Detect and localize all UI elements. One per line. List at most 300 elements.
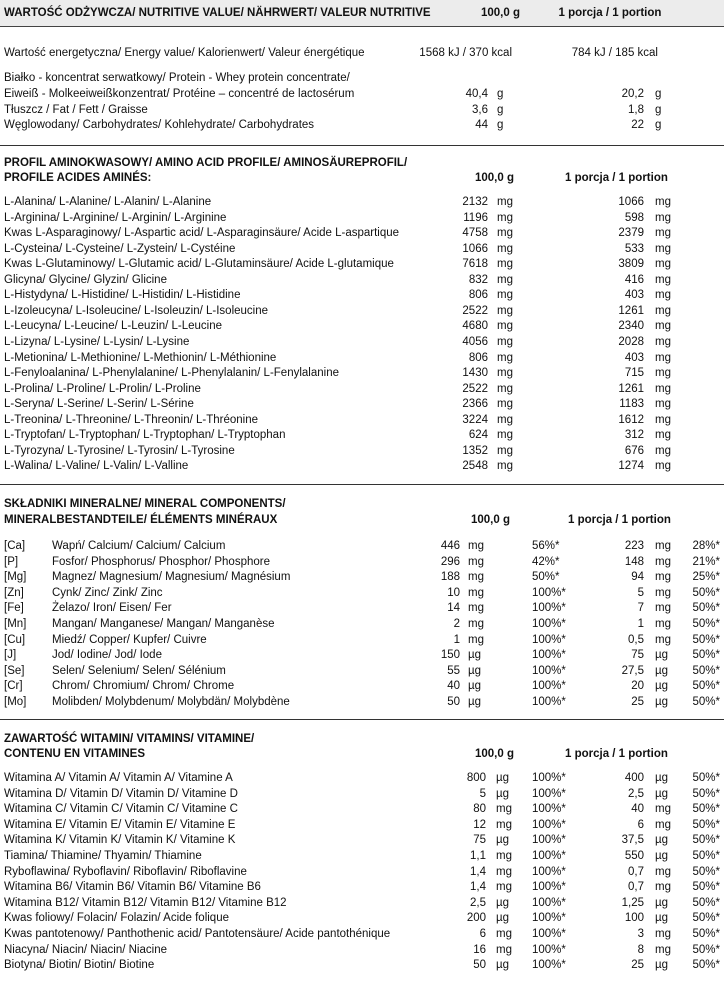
- nutrient-unit-portion: g: [655, 103, 662, 116]
- vitamin-unit-100g: µg: [496, 787, 510, 800]
- mineral-value-portion: 1: [637, 618, 644, 630]
- amino-unit-100g: mg: [497, 273, 513, 286]
- vitamin-row: [0, 895, 724, 911]
- amino-unit-portion: mg: [655, 429, 671, 442]
- vitamin-unit-100g: µg: [496, 834, 510, 847]
- mineral-percent-portion: 50%*: [692, 633, 720, 646]
- vitamin-value-portion: 400: [624, 772, 644, 784]
- vitamin-value-portion: 2,5: [628, 787, 644, 800]
- vitamin-percent-100g: 100%*: [532, 896, 566, 909]
- amino-unit-100g: mg: [497, 351, 513, 364]
- vitamin-percent-100g: 100%*: [532, 881, 566, 894]
- vitamin-value-portion: 0,7: [628, 881, 644, 894]
- amino-value-portion: 2340: [618, 320, 644, 333]
- vitamin-unit-portion: mg: [655, 943, 671, 956]
- mineral-value-portion: 20: [631, 680, 644, 693]
- minerals-header-line2-text: MINERALBESTANDTEILE/ ÉLÉMENTS MINÉRAUX: [4, 514, 278, 526]
- amino-unit-100g: mg: [497, 211, 513, 224]
- mineral-label: Molibden/ Molybdenum/ Molybdän/ Molybdène: [52, 696, 290, 708]
- vitamin-label: Kwas foliowy/ Folacin/ Folazin/ Acide folique: [4, 912, 229, 925]
- vitamin-value-portion: 40: [631, 803, 644, 816]
- mineral-unit-portion: mg: [655, 633, 671, 646]
- amino-unit-portion: mg: [655, 196, 671, 208]
- amino-value-100g: 2132: [462, 196, 488, 208]
- amino-value-portion: 1183: [619, 398, 644, 411]
- mineral-unit-100g: µg: [468, 696, 482, 708]
- amino-unit-100g: mg: [497, 320, 513, 333]
- section-divider: [0, 145, 724, 146]
- vitamin-value-portion: 8: [637, 943, 644, 956]
- amino-row: [0, 318, 724, 334]
- vitamin-unit-100g: mg: [496, 943, 512, 956]
- nutrition-header-100g: 100,0 g: [481, 7, 520, 19]
- mineral-percent-100g: 42%*: [532, 555, 560, 568]
- amino-label: L-Alanina/ L-Alanine/ L-Alanin/ L-Alanine: [4, 196, 212, 208]
- vitamin-row: [0, 957, 724, 973]
- mineral-percent-portion: 50%*: [692, 586, 720, 599]
- amino-row: [0, 365, 724, 381]
- amino-value-portion: 403: [624, 289, 644, 302]
- vitamin-row: [0, 926, 724, 942]
- energy-value-portion: 784 kJ / 185 kcal: [571, 47, 658, 59]
- mineral-percent-portion: 50%*: [692, 602, 720, 615]
- amino-unit-portion: mg: [655, 382, 671, 395]
- mineral-symbol: [P]: [4, 555, 19, 568]
- nutrient-row: [0, 117, 724, 133]
- vitamin-percent-portion: 50%*: [692, 834, 720, 847]
- amino-row: [0, 334, 724, 350]
- vitamin-unit-100g: mg: [496, 928, 512, 940]
- amino-unit-portion: mg: [655, 211, 671, 224]
- vitamin-unit-portion: µg: [655, 850, 669, 862]
- vitamin-unit-100g: mg: [496, 850, 512, 862]
- vitamin-unit-100g: mg: [496, 881, 512, 894]
- amino-label: L-Lizyna/ L-Lysine/ L-Lysin/ L-Lysine: [4, 335, 190, 348]
- vitamin-label: Tiamina/ Thiamine/ Thyamin/ Thiamine: [4, 850, 202, 862]
- amino-value-portion: 2028: [618, 335, 644, 348]
- mineral-row: [0, 538, 724, 554]
- mineral-row: [0, 554, 724, 570]
- vitamin-percent-100g: 100%*: [532, 818, 566, 831]
- mineral-row: [0, 569, 724, 585]
- mineral-unit-100g: mg: [468, 618, 484, 630]
- vitamin-percent-portion: 50%*: [692, 881, 720, 894]
- mineral-value-100g: 50: [447, 696, 460, 708]
- amino-value-100g: 4758: [462, 227, 488, 240]
- amino-header-portion: 1 porcja / 1 portion: [565, 172, 668, 184]
- amino-unit-100g: mg: [497, 460, 513, 473]
- amino-value-100g: 4680: [462, 320, 488, 333]
- section-divider: [0, 484, 724, 485]
- nutrient-value-portion: 20,2: [621, 88, 644, 100]
- vitamin-label: Witamina B12/ Vitamin B12/ Vitamin B12/ Vitamine B12: [4, 896, 287, 909]
- vitamin-value-portion: 6: [637, 818, 644, 831]
- mineral-value-portion: 0,5: [628, 633, 644, 646]
- amino-unit-100g: mg: [497, 429, 513, 442]
- nutrient-value-100g: 44: [475, 119, 488, 131]
- mineral-symbol: [Se]: [4, 664, 25, 677]
- nutrient-unit-portion: g: [655, 119, 662, 131]
- mineral-unit-100g: mg: [468, 602, 484, 615]
- amino-unit-portion: mg: [655, 335, 671, 348]
- mineral-value-100g: 10: [447, 586, 460, 599]
- amino-unit-100g: mg: [497, 196, 513, 208]
- mineral-label: Chrom/ Chromium/ Chrom/ Chrome: [52, 680, 235, 693]
- amino-header-100g: 100,0 g: [475, 172, 514, 184]
- mineral-value-portion: 25: [631, 696, 644, 708]
- amino-value-portion: 676: [624, 444, 644, 457]
- vitamin-value-100g: 1,4: [470, 881, 486, 894]
- amino-value-portion: 1261: [618, 382, 644, 395]
- amino-label: L-Arginina/ L-Arginine/ L-Arginin/ L-Arginine: [4, 211, 227, 224]
- mineral-value-100g: 188: [440, 571, 460, 584]
- vitamin-value-portion: 37,5: [621, 834, 644, 847]
- mineral-unit-portion: µg: [655, 680, 669, 693]
- mineral-value-portion: 223: [624, 540, 644, 552]
- amino-row: [0, 350, 724, 366]
- amino-value-100g: 624: [468, 429, 488, 442]
- amino-header-line1-text: PROFIL AMINOKWASOWY/ AMINO ACID PROFILE/ AMINOSÄUREPROFIL/: [4, 157, 408, 169]
- mineral-unit-100g: mg: [468, 633, 484, 646]
- vitamin-row: [0, 786, 724, 802]
- mineral-value-portion: 27,5: [621, 664, 644, 677]
- vitamin-percent-100g: 100%*: [532, 865, 566, 878]
- vitamins-header-100g: 100,0 g: [475, 748, 514, 760]
- mineral-unit-portion: µg: [655, 664, 669, 677]
- vitamins-header-portion: 1 porcja / 1 portion: [565, 748, 668, 760]
- vitamin-label: Witamina B6/ Vitamin B6/ Vitamin B6/ Vitamine B6: [4, 881, 261, 894]
- amino-unit-100g: mg: [497, 227, 513, 240]
- mineral-percent-100g: 50%*: [532, 571, 560, 584]
- mineral-symbol: [Fe]: [4, 602, 24, 615]
- amino-value-portion: 3809: [618, 258, 644, 271]
- vitamin-percent-portion: 50%*: [692, 865, 720, 878]
- amino-value-portion: 598: [624, 211, 644, 224]
- amino-value-100g: 2522: [462, 304, 488, 317]
- vitamin-unit-portion: µg: [655, 896, 669, 909]
- vitamin-percent-portion: 50%*: [692, 943, 720, 956]
- mineral-unit-portion: mg: [655, 586, 671, 599]
- amino-unit-portion: mg: [655, 273, 671, 286]
- vitamin-unit-portion: mg: [655, 881, 671, 894]
- mineral-unit-portion: µg: [655, 696, 669, 708]
- amino-label: L-Leucyna/ L-Leucine/ L-Leuzin/ L-Leucine: [4, 320, 223, 333]
- vitamin-label: Witamina D/ Vitamin D/ Vitamin D/ Vitamine D: [4, 787, 238, 800]
- amino-row: [0, 427, 724, 443]
- amino-unit-100g: mg: [497, 289, 513, 302]
- vitamin-value-portion: 25: [631, 959, 644, 972]
- vitamin-label: Witamina C/ Vitamin C/ Vitamin C/ Vitamine C: [4, 803, 238, 816]
- amino-unit-100g: mg: [497, 242, 513, 255]
- mineral-label: Jod/ Iodine/ Jod/ Iode: [52, 649, 162, 662]
- mineral-value-portion: 148: [624, 555, 644, 568]
- amino-label: L-Cysteina/ L-Cysteine/ L-Zystein/ L-Cystéine: [4, 242, 236, 255]
- vitamin-unit-100g: mg: [496, 818, 512, 831]
- amino-value-100g: 2522: [462, 382, 488, 395]
- vitamins-header-line1: [0, 731, 724, 747]
- protein-label-line1: [0, 70, 724, 86]
- mineral-label: Cynk/ Zinc/ Zink/ Zinc: [52, 586, 163, 599]
- amino-label: L-Tyrozyna/ L-Tyrosine/ L-Tyrosin/ L-Tyrosine: [4, 444, 235, 457]
- vitamin-percent-100g: 100%*: [532, 803, 566, 816]
- vitamin-unit-portion: mg: [655, 928, 671, 940]
- vitamin-label: Biotyna/ Biotin/ Biotin/ Biotine: [4, 959, 155, 972]
- amino-value-100g: 3224: [462, 413, 488, 426]
- amino-value-100g: 1430: [462, 367, 488, 380]
- mineral-value-100g: 2: [453, 618, 460, 630]
- amino-value-portion: 533: [624, 242, 644, 255]
- amino-value-100g: 806: [468, 289, 488, 302]
- vitamins-header-line1-text: ZAWARTOŚĆ WITAMIN/ VITAMINS/ VITAMINE/: [4, 733, 255, 745]
- mineral-percent-100g: 100%*: [532, 649, 566, 662]
- mineral-percent-100g: 100%*: [532, 618, 566, 630]
- vitamin-percent-portion: 50%*: [692, 928, 720, 940]
- amino-unit-portion: mg: [655, 398, 671, 411]
- amino-unit-100g: mg: [497, 382, 513, 395]
- minerals-header-100g: 100,0 g: [471, 514, 510, 526]
- vitamin-row: [0, 832, 724, 848]
- nutrient-value-portion: 1,8: [628, 103, 644, 116]
- amino-label: L-Seryna/ L-Serine/ L-Serin/ L-Sérine: [4, 398, 194, 411]
- amino-value-100g: 4056: [462, 335, 488, 348]
- mineral-value-100g: 1: [453, 633, 460, 646]
- amino-row: [0, 443, 724, 459]
- amino-value-portion: 2379: [618, 227, 644, 240]
- mineral-symbol: [Ca]: [4, 540, 26, 552]
- nutrient-unit-100g: g: [497, 88, 504, 100]
- vitamin-percent-portion: 50%*: [692, 850, 720, 862]
- vitamin-percent-portion: 50%*: [692, 818, 720, 831]
- vitamin-row: [0, 770, 724, 786]
- amino-row: [0, 272, 724, 288]
- mineral-value-100g: 14: [447, 602, 460, 615]
- amino-unit-100g: mg: [497, 413, 513, 426]
- minerals-header-line1-text: SKŁADNIKI MINERALNE/ MINERAL COMPONENTS/: [4, 498, 286, 510]
- amino-row: [0, 303, 724, 319]
- minerals-header-line1: [0, 496, 724, 512]
- vitamin-value-100g: 16: [473, 943, 486, 956]
- mineral-percent-portion: 50%*: [692, 696, 720, 708]
- energy-label: Wartość energetyczna/ Energy value/ Kalorienwert/ Valeur énergétique: [4, 47, 365, 59]
- amino-label: Kwas L-Glutaminowy/ L-Glutamic acid/ L-Glutaminsäure/ Acide L-glutamique: [4, 258, 394, 271]
- vitamin-value-100g: 12: [473, 818, 486, 831]
- mineral-value-portion: 7: [637, 602, 644, 615]
- amino-row: [0, 225, 724, 241]
- mineral-percent-portion: 25%*: [692, 571, 720, 584]
- amino-value-100g: 2548: [462, 460, 488, 473]
- vitamin-value-100g: 75: [473, 834, 486, 847]
- vitamins-header-line2: [0, 746, 724, 762]
- amino-value-100g: 1352: [462, 444, 488, 457]
- mineral-percent-100g: 100%*: [532, 664, 566, 677]
- vitamin-unit-portion: mg: [655, 818, 671, 831]
- amino-unit-portion: mg: [655, 367, 671, 380]
- vitamin-percent-100g: 100%*: [532, 772, 566, 784]
- mineral-symbol: [Cu]: [4, 633, 26, 646]
- amino-label: L-Histydyna/ L-Histidine/ L-Histidin/ L-Histidine: [4, 289, 241, 302]
- nutrient-unit-100g: g: [497, 119, 504, 131]
- amino-value-portion: 416: [624, 273, 644, 286]
- vitamin-row: [0, 942, 724, 958]
- vitamin-value-portion: 1,25: [621, 896, 644, 909]
- mineral-unit-100g: mg: [468, 586, 484, 599]
- nutrient-label: Eiweiß - Molkeeiweißkonzentrat/ Protéine – concentré de lactosérum: [4, 88, 355, 100]
- vitamin-label: Witamina E/ Vitamin E/ Vitamin E/ Vitamine E: [4, 818, 236, 831]
- nutrient-row: [0, 102, 724, 118]
- vitamin-row: [0, 848, 724, 864]
- amino-label: Glicyna/ Glycine/ Glyzin/ Glicine: [4, 273, 167, 286]
- amino-header-line2: [0, 170, 724, 186]
- mineral-value-portion: 94: [631, 571, 644, 584]
- vitamin-unit-portion: mg: [655, 865, 671, 878]
- amino-label: L-Izoleucyna/ L-Isoleucine/ L-Isoleuzin/ L-Isoleucine: [4, 304, 269, 317]
- amino-unit-portion: mg: [655, 460, 671, 473]
- amino-value-portion: 1274: [618, 460, 644, 473]
- vitamin-row: [0, 910, 724, 926]
- mineral-percent-portion: 50%*: [692, 664, 720, 677]
- mineral-percent-portion: 50%*: [692, 618, 720, 630]
- mineral-unit-100g: mg: [468, 555, 484, 568]
- vitamin-percent-portion: 50%*: [692, 912, 720, 925]
- mineral-row: [0, 585, 724, 601]
- amino-value-100g: 2366: [462, 398, 488, 411]
- amino-unit-100g: mg: [497, 367, 513, 380]
- mineral-percent-portion: 50%*: [692, 649, 720, 662]
- amino-unit-portion: mg: [655, 227, 671, 240]
- amino-value-portion: 312: [624, 429, 644, 442]
- mineral-label: Żelazo/ Iron/ Eisen/ Fer: [52, 602, 172, 615]
- nutrient-value-100g: 3,6: [472, 103, 488, 116]
- amino-row: [0, 210, 724, 226]
- vitamin-row: [0, 879, 724, 895]
- mineral-unit-100g: mg: [468, 540, 484, 552]
- amino-value-100g: 7618: [462, 258, 488, 271]
- protein-label-line1-text: Białko - koncentrat serwatkowy/ Protein - Whey protein concentrate/: [4, 72, 350, 84]
- amino-row: [0, 287, 724, 303]
- section-divider: [0, 719, 724, 720]
- nutrient-value-portion: 22: [631, 119, 644, 131]
- amino-unit-100g: mg: [497, 398, 513, 411]
- mineral-percent-portion: 21%*: [692, 555, 720, 568]
- amino-unit-100g: mg: [497, 258, 513, 271]
- mineral-percent-100g: 100%*: [532, 586, 566, 599]
- vitamin-percent-100g: 100%*: [532, 943, 566, 956]
- nutrient-row: [0, 86, 724, 102]
- mineral-percent-100g: 100%*: [532, 696, 566, 708]
- vitamin-percent-100g: 100%*: [532, 787, 566, 800]
- mineral-unit-portion: mg: [655, 540, 671, 552]
- mineral-label: Mangan/ Manganese/ Mangan/ Manganèse: [52, 618, 275, 630]
- mineral-row: [0, 616, 724, 632]
- vitamin-unit-100g: mg: [496, 865, 512, 878]
- mineral-value-100g: 40: [447, 680, 460, 693]
- vitamin-unit-portion: µg: [655, 772, 669, 784]
- mineral-unit-100g: µg: [468, 680, 482, 693]
- vitamin-value-100g: 1,1: [470, 850, 486, 862]
- vitamin-row: [0, 801, 724, 817]
- mineral-row: [0, 647, 724, 663]
- mineral-label: Wapń/ Calcium/ Calcium/ Calcium: [52, 540, 226, 552]
- vitamin-label: Witamina A/ Vitamin A/ Vitamin A/ Vitamine A: [4, 772, 233, 784]
- mineral-percent-portion: 28%*: [692, 540, 720, 552]
- mineral-unit-portion: mg: [655, 555, 671, 568]
- vitamin-value-portion: 100: [624, 912, 644, 925]
- amino-row: [0, 241, 724, 257]
- mineral-percent-portion: 50%*: [692, 680, 720, 693]
- mineral-value-100g: 446: [440, 540, 460, 552]
- minerals-header-line2: [0, 512, 724, 528]
- mineral-label: Fosfor/ Phosphorus/ Phosphor/ Phosphore: [52, 555, 270, 568]
- mineral-label: Miedź/ Copper/ Kupfer/ Cuivre: [52, 633, 207, 646]
- mineral-symbol: [Cr]: [4, 680, 23, 693]
- vitamin-value-portion: 0,7: [628, 865, 644, 878]
- nutrient-value-100g: 40,4: [465, 88, 488, 100]
- amino-value-portion: 1066: [618, 196, 644, 208]
- vitamin-unit-100g: µg: [496, 959, 510, 972]
- mineral-label: Selen/ Selenium/ Selen/ Sélénium: [52, 664, 226, 677]
- nutrient-unit-portion: g: [655, 88, 662, 100]
- energy-row: [0, 45, 724, 61]
- mineral-value-100g: 55: [447, 664, 460, 677]
- vitamin-unit-portion: µg: [655, 787, 669, 800]
- amino-label: L-Treonina/ L-Threonine/ L-Threonin/ L-Thréonine: [4, 413, 258, 426]
- vitamin-unit-100g: µg: [496, 772, 510, 784]
- mineral-symbol: [Zn]: [4, 586, 24, 599]
- nutrient-label: Węglowodany/ Carbohydrates/ Kohlehydrate/ Carbohydrates: [4, 119, 315, 131]
- vitamin-value-portion: 3: [637, 928, 644, 940]
- vitamin-value-100g: 200: [466, 912, 486, 925]
- vitamin-percent-100g: 100%*: [532, 850, 566, 862]
- mineral-value-100g: 296: [440, 555, 460, 568]
- amino-row: [0, 381, 724, 397]
- vitamin-unit-portion: µg: [655, 959, 669, 972]
- amino-header-line1: [0, 155, 724, 171]
- vitamin-unit-portion: mg: [655, 803, 671, 816]
- mineral-percent-100g: 56%*: [532, 540, 560, 552]
- vitamins-header-line2-text: CONTENU EN VITAMINES: [4, 748, 145, 760]
- amino-row: [0, 396, 724, 412]
- amino-label: L-Walina/ L-Valine/ L-Valin/ L-Valline: [4, 460, 189, 473]
- mineral-value-portion: 5: [637, 586, 644, 599]
- vitamin-value-100g: 80: [473, 803, 486, 816]
- nutrition-header-portion: 1 porcja / 1 portion: [558, 7, 662, 19]
- amino-value-100g: 1196: [463, 211, 488, 224]
- amino-row: [0, 256, 724, 272]
- amino-unit-portion: mg: [655, 258, 671, 271]
- vitamin-row: [0, 817, 724, 833]
- amino-value-100g: 806: [468, 351, 488, 364]
- nutrient-label: Tłuszcz / Fat / Fett / Graisse: [4, 103, 148, 116]
- amino-label: L-Metionina/ L-Methionine/ L-Methionin/ L-Méthionine: [4, 351, 277, 364]
- vitamin-unit-100g: µg: [496, 912, 510, 925]
- mineral-unit-100g: mg: [468, 571, 484, 584]
- mineral-percent-100g: 100%*: [532, 633, 566, 646]
- mineral-symbol: [Mn]: [4, 618, 27, 630]
- amino-unit-portion: mg: [655, 351, 671, 364]
- vitamin-value-100g: 800: [466, 772, 486, 784]
- amino-unit-portion: mg: [655, 289, 671, 302]
- amino-value-100g: 1066: [462, 242, 488, 255]
- vitamin-percent-portion: 50%*: [692, 959, 720, 972]
- vitamin-percent-portion: 50%*: [692, 772, 720, 784]
- amino-value-portion: 715: [624, 367, 644, 380]
- vitamin-value-100g: 2,5: [470, 896, 486, 909]
- mineral-percent-100g: 100%*: [532, 680, 566, 693]
- amino-label: L-Prolina/ L-Proline/ L-Prolin/ L-Proline: [4, 382, 201, 395]
- vitamin-unit-100g: mg: [496, 803, 512, 816]
- mineral-row: [0, 600, 724, 616]
- amino-unit-100g: mg: [497, 335, 513, 348]
